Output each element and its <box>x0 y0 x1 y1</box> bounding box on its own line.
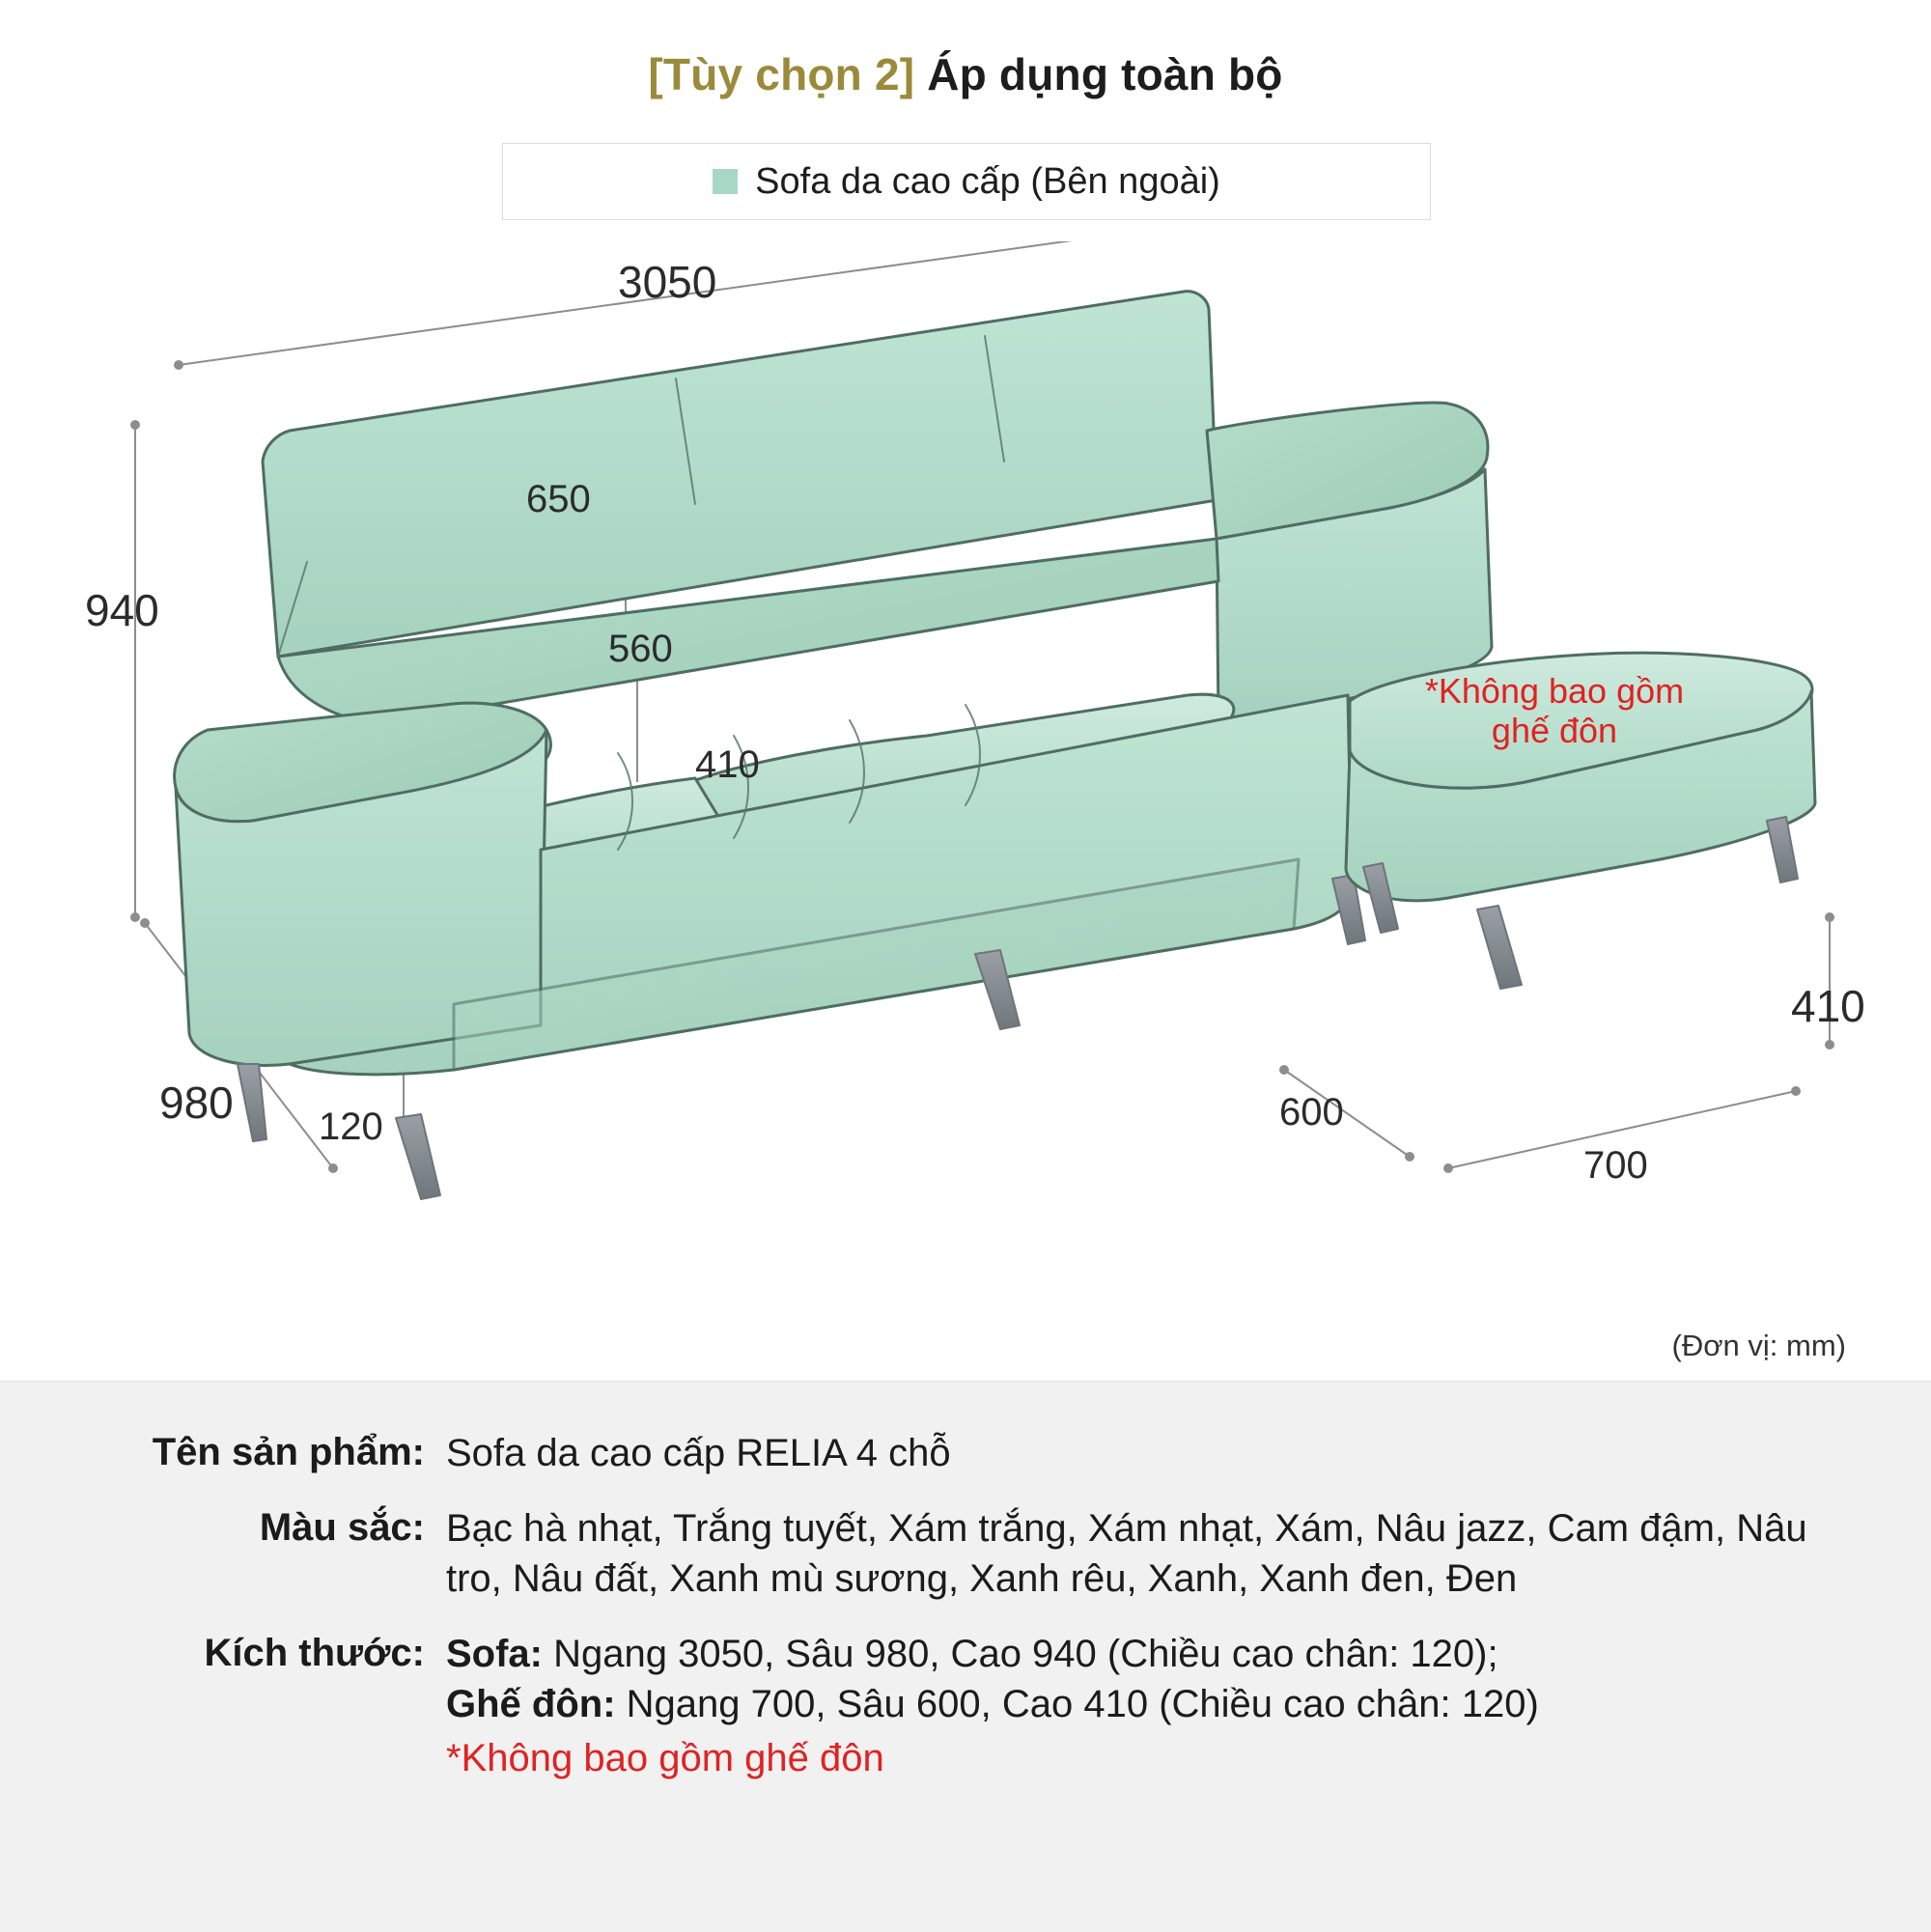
dim-seat-depth: 560 <box>608 628 673 670</box>
spec-dimensions-sofa-line <box>446 1629 1863 1679</box>
spec-row-dimensions <box>68 1629 1863 1783</box>
dim-seat-height: 410 <box>695 743 760 786</box>
spec-row-colors <box>68 1503 1863 1604</box>
dim-ottoman-height: 410 <box>1791 981 1865 1031</box>
dim-ottoman-width: 700 <box>1583 1144 1648 1187</box>
spec-dimensions-sofa-label: Sofa: <box>446 1633 543 1675</box>
dim-height-total: 940 <box>85 585 159 635</box>
dim-width-total: 3050 <box>618 257 717 307</box>
header <box>0 48 1931 100</box>
ottoman-exclusion-note-line2: ghế đôn <box>1491 711 1618 751</box>
page-title <box>0 48 1931 100</box>
legend-color-swatch-icon <box>713 169 738 194</box>
spec-dimensions-ottoman-label: Ghế đôn: <box>446 1683 616 1725</box>
legend-label: Sofa da cao cấp (Bên ngoài) <box>755 160 1220 202</box>
dim-ottoman-depth: 600 <box>1279 1091 1344 1134</box>
dim-back-height: 650 <box>526 478 591 520</box>
sofa-drawing-svg <box>0 241 1931 1381</box>
option-tag: [Tùy chọn 2] <box>648 49 915 99</box>
spec-panel <box>0 1381 1931 1932</box>
spec-dimensions-sofa-value: Ngang 3050, Sâu 980, Cao 940 (Chiều cao chân: 120); <box>543 1633 1498 1675</box>
spec-dimensions-ottoman-line <box>446 1679 1863 1729</box>
dim-depth-total: 980 <box>159 1078 234 1128</box>
spec-row-product-name <box>68 1428 1863 1478</box>
spec-exclusion-note: *Không bao gồm ghế đôn <box>446 1737 884 1779</box>
ottoman-exclusion-note-line1: *Không bao gồm <box>1424 671 1685 711</box>
ottoman-exclusion-note <box>1381 671 1728 751</box>
page-title-text: Áp dụng toàn bộ <box>927 49 1283 99</box>
spec-key-product-name: Tên sản phẩm: <box>152 1431 425 1473</box>
spec-dimensions-ottoman-value: Ngang 700, Sâu 600, Cao 410 (Chiều cao chân: 120) <box>615 1683 1539 1725</box>
legend <box>502 143 1431 220</box>
spec-key-dimensions: Kích thước: <box>204 1632 425 1674</box>
spec-value-product-name: Sofa da cao cấp RELIA 4 chỗ <box>446 1432 951 1474</box>
spec-value-colors: Bạc hà nhạt, Trắng tuyết, Xám trắng, Xám nhạt, Xám, Nâu jazz, Cam đậm, Nâu tro, Nâu đất, Xanh mù sương, Xanh rêu, Xanh, Xanh đen, Đen <box>446 1507 1807 1600</box>
unit-note: (Đơn vị: mm) <box>1671 1329 1846 1362</box>
spec-value-dimensions <box>446 1629 1863 1783</box>
sofa-diagram <box>0 241 1931 1381</box>
dim-leg-height: 120 <box>319 1106 383 1148</box>
spec-key-colors: Màu sắc: <box>259 1506 425 1549</box>
